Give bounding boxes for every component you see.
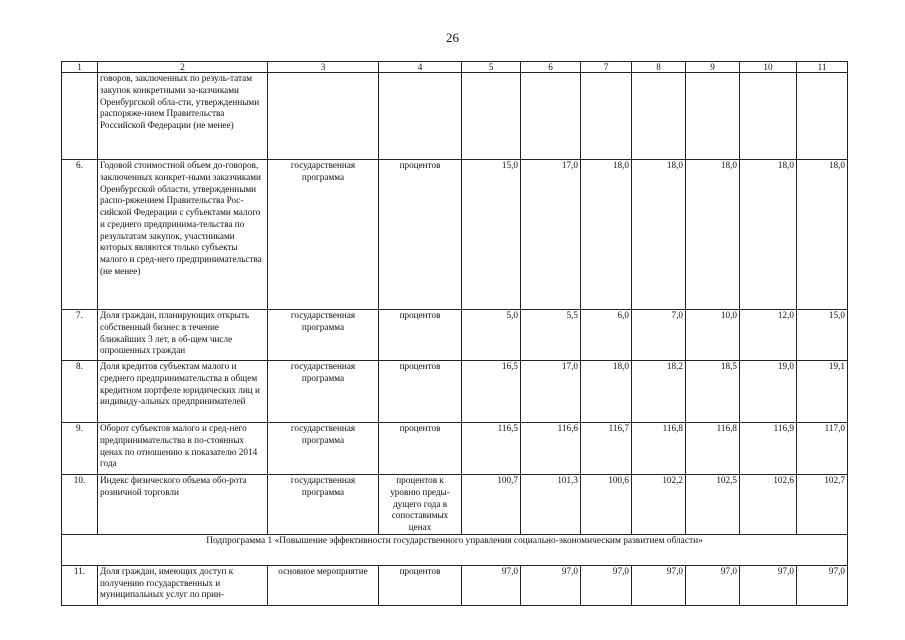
value-cell: 18,0 (797, 160, 848, 310)
table-row (62, 423, 848, 475)
subprogram-title: Подпрограмма 1 «Повышение эффективности государственного управления социально-экономическим развитием области» (62, 534, 848, 565)
column-header: 11 (797, 62, 848, 73)
value-cell: 19,0 (740, 361, 797, 423)
value-cell: 5,0 (462, 310, 521, 361)
value-cell: 116,8 (686, 423, 740, 475)
indicator-type: государственная программа (268, 423, 379, 475)
value-cell: 102,2 (632, 475, 686, 535)
value-cell: 10,0 (686, 310, 740, 361)
row-number: 9. (62, 423, 98, 475)
value-cell: 116,6 (521, 423, 581, 475)
indicators-table (61, 61, 848, 606)
value-cell: 15,0 (797, 310, 848, 361)
column-header: 8 (632, 62, 686, 73)
row-number: 8. (62, 361, 98, 423)
table-row (62, 475, 848, 535)
indicator-type: государственная программа (268, 310, 379, 361)
value-cell: 18,0 (581, 160, 632, 310)
row-number: 7. (62, 310, 98, 361)
indicator-name: Доля кредитов субъектам малого и среднего предпринимательства в общем кредитном портфеле юридических лиц и индивиду-альных предпринимателей (98, 361, 268, 423)
value-cell: 18,5 (686, 361, 740, 423)
unit-cell: процентов к уровню преды-дущего года в сопоставимых ценах (379, 475, 462, 535)
row-number: 11. (62, 565, 98, 605)
unit-cell: процентов (379, 361, 462, 423)
value-cell: 16,5 (462, 361, 521, 423)
value-cell: 17,0 (521, 160, 581, 310)
column-header: 3 (268, 62, 379, 73)
table-row (62, 310, 848, 361)
value-cell: 6,0 (581, 310, 632, 361)
table-row (62, 361, 848, 423)
indicator-type: государственная программа (268, 475, 379, 535)
value-cell: 102,5 (686, 475, 740, 535)
column-header: 9 (686, 62, 740, 73)
value-cell: 101,3 (521, 475, 581, 535)
value-cell: 97,0 (740, 565, 797, 605)
value-cell: 117,0 (797, 423, 848, 475)
value-cell: 19,1 (797, 361, 848, 423)
value-cell: 97,0 (797, 565, 848, 605)
empty-cell (581, 73, 632, 160)
table-row (62, 565, 848, 605)
page-number: 26 (446, 30, 459, 45)
empty-cell (379, 73, 462, 160)
value-cell: 15,0 (462, 160, 521, 310)
empty-cell (797, 73, 848, 160)
value-cell: 18,0 (740, 160, 797, 310)
value-cell: 100,6 (581, 475, 632, 535)
column-header: 1 (62, 62, 98, 73)
value-cell: 100,7 (462, 475, 521, 535)
indicator-type: государственная программа (268, 160, 379, 310)
value-cell: 97,0 (581, 565, 632, 605)
empty-cell (632, 73, 686, 160)
column-header: 4 (379, 62, 462, 73)
indicator-type: государственная программа (268, 361, 379, 423)
unit-cell: процентов (379, 160, 462, 310)
value-cell: 116,9 (740, 423, 797, 475)
indicator-name: говоров, заключенных по резуль-татам закупок конкретными за-казчиками Оренбургской обла-сти, утвержденными распоряже-нием Правительства Российской Федерации (не менее) (98, 73, 268, 160)
value-cell: 102,6 (740, 475, 797, 535)
column-header: 5 (462, 62, 521, 73)
column-header: 7 (581, 62, 632, 73)
row-number (62, 73, 98, 160)
indicator-name: Оборот субъектов малого и сред-него предпринимательства в по-стоянных ценах по отношению к показателю 2014 года (98, 423, 268, 475)
value-cell: 17,0 (521, 361, 581, 423)
value-cell: 18,0 (686, 160, 740, 310)
unit-cell: процентов (379, 310, 462, 361)
value-cell: 12,0 (740, 310, 797, 361)
indicator-name: Доля граждан, имеющих доступ к получению государственных и муниципальных услуг по прин- (98, 565, 268, 605)
value-cell: 18,0 (581, 361, 632, 423)
unit-cell: процентов (379, 565, 462, 605)
value-cell: 97,0 (462, 565, 521, 605)
value-cell: 18,0 (632, 160, 686, 310)
value-cell: 102,7 (797, 475, 848, 535)
column-header: 10 (740, 62, 797, 73)
row-number: 10. (62, 475, 98, 535)
empty-cell (268, 73, 379, 160)
value-cell: 7,0 (632, 310, 686, 361)
empty-cell (462, 73, 521, 160)
column-header-row (62, 62, 848, 73)
value-cell: 116,8 (632, 423, 686, 475)
row-number: 6. (62, 160, 98, 310)
column-header: 6 (521, 62, 581, 73)
column-header: 2 (98, 62, 268, 73)
value-cell: 116,5 (462, 423, 521, 475)
table-row (62, 160, 848, 310)
value-cell: 18,2 (632, 361, 686, 423)
unit-cell: процентов (379, 423, 462, 475)
indicator-name: Годовой стоимостной объем до-говоров, заключенных конкрет-ными заказчиками Оренбургской области, утвержденными распо-ряжением Правительства Рос-сийской Федерации с субъектами малого и среднего предпринима-тельства по результатам закупок, участниками которых являются только субъекты малого и сред-него предпринимательства (не менее) (98, 160, 268, 310)
value-cell: 5,5 (521, 310, 581, 361)
empty-cell (740, 73, 797, 160)
indicator-name: Индекс физического объема обо-рота розничной торговли (98, 475, 268, 535)
value-cell: 97,0 (632, 565, 686, 605)
table-row-continued (62, 73, 848, 160)
value-cell: 116,7 (581, 423, 632, 475)
indicator-name: Доля граждан, планирующих открыть собственный бизнес в течение ближайших 3 лет, в об-щем числе опрошенных граждан (98, 310, 268, 361)
value-cell: 97,0 (521, 565, 581, 605)
empty-cell (686, 73, 740, 160)
value-cell: 97,0 (686, 565, 740, 605)
indicator-type: основное мероприятие (268, 565, 379, 605)
subprogram-row (62, 534, 848, 565)
empty-cell (521, 73, 581, 160)
